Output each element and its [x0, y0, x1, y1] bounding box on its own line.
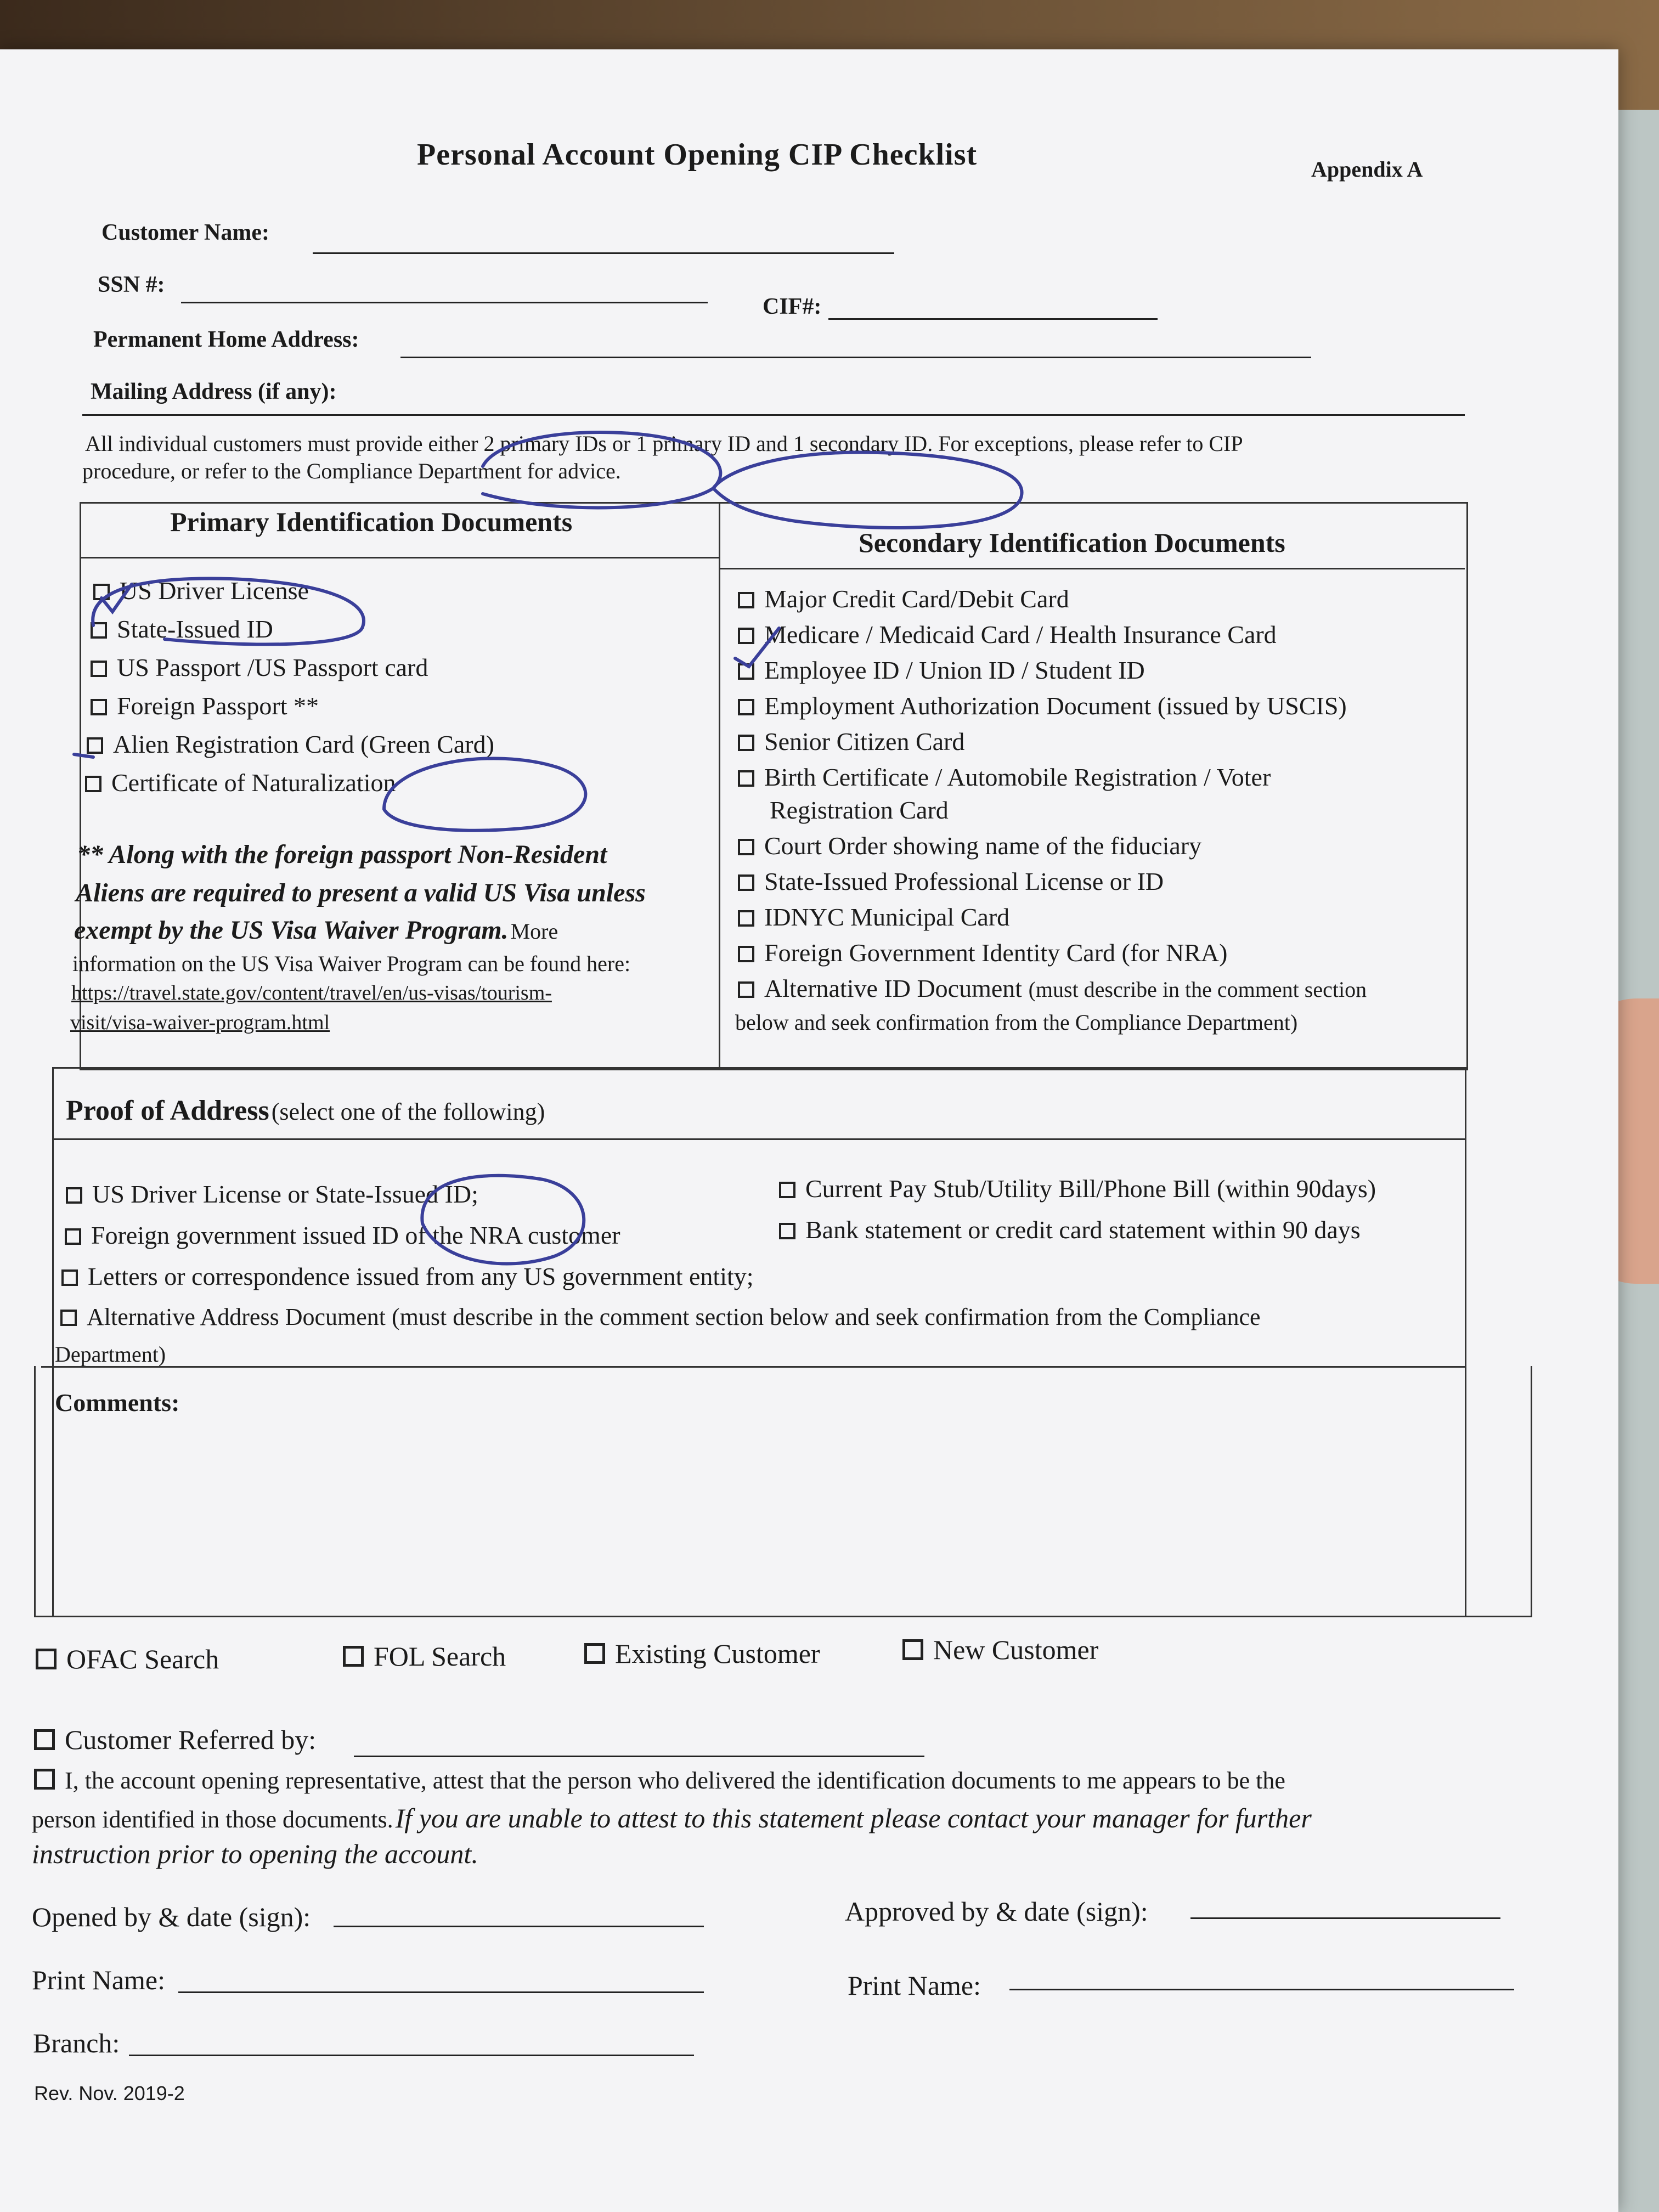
poa-item-gov-letters[interactable]: Letters or correspondence issued from any US government entity; — [61, 1262, 754, 1291]
table-column-divider — [719, 502, 720, 1067]
secondary-header: Secondary Identification Documents — [859, 527, 1285, 558]
visa-note-line-3: exempt by the US Visa Waiver Program. More — [74, 916, 558, 945]
checkbox-icon[interactable] — [66, 1187, 82, 1204]
ofac-search-check[interactable]: OFAC Search — [36, 1643, 219, 1675]
checkbox-icon[interactable] — [738, 699, 754, 715]
primary-item-us-driver-license[interactable]: US Driver License — [93, 576, 309, 605]
checkbox-icon[interactable] — [91, 699, 107, 715]
primary-header-divider — [80, 557, 719, 558]
checkbox-icon[interactable] — [91, 661, 107, 677]
visa-waiver-link-2[interactable]: visit/visa-waiver-program.html — [70, 1011, 330, 1034]
checkbox-icon[interactable] — [34, 1769, 55, 1790]
checkbox-icon[interactable] — [738, 946, 754, 962]
cif-label: CIF#: — [763, 294, 822, 319]
attest-line-3: instruction prior to opening the account. — [32, 1838, 478, 1869]
checkbox-icon[interactable] — [738, 735, 754, 751]
checkbox-icon[interactable] — [343, 1646, 364, 1667]
checkbox-icon[interactable] — [779, 1182, 795, 1198]
checkbox-icon[interactable] — [738, 874, 754, 891]
instruction-line-1: All individual customers must provide either 2 primary IDs or 1 primary ID and 1 secondary ID. For exceptions, please refer to CIP — [85, 431, 1243, 456]
approved-by-label: Approved by & date (sign): — [845, 1896, 1148, 1927]
checkbox-icon[interactable] — [65, 1228, 81, 1245]
revision-label: Rev. Nov. 2019-2 — [34, 2082, 185, 2104]
checkbox-icon[interactable] — [738, 910, 754, 927]
referred-by-field[interactable] — [354, 1756, 924, 1757]
checkbox-icon[interactable] — [738, 770, 754, 787]
home-address-field[interactable] — [400, 357, 1311, 358]
pen-annotations — [0, 49, 1618, 2212]
mailing-address-field[interactable] — [82, 414, 1465, 416]
primary-item-green-card[interactable]: Alien Registration Card (Green Card) — [87, 730, 494, 759]
checkbox-icon[interactable] — [738, 663, 754, 680]
secondary-item-professional-license[interactable]: State-Issued Professional License or ID — [738, 867, 1164, 896]
secondary-item-idnyc[interactable]: IDNYC Municipal Card — [738, 902, 1009, 932]
poa-header: Proof of Address (select one of the following) — [66, 1095, 545, 1126]
appendix-label: Appendix A — [1311, 157, 1423, 182]
opened-by-field[interactable] — [334, 1926, 704, 1927]
primary-item-naturalization[interactable]: Certificate of Naturalization — [85, 768, 396, 797]
poa-item-alt-address[interactable]: Alternative Address Document (must describe in the comment section below and seek confirmation from the Compliance — [60, 1303, 1261, 1331]
checkbox-icon[interactable] — [34, 1729, 55, 1750]
poa-item-driver-license[interactable]: US Driver License or State-Issued ID; — [66, 1180, 478, 1209]
primary-item-foreign-passport[interactable]: Foreign Passport ** — [91, 691, 319, 720]
branch-label: Branch: — [33, 2028, 120, 2058]
new-customer-check[interactable]: New Customer — [902, 1634, 1098, 1666]
comments-box[interactable] — [34, 1366, 1532, 1617]
secondary-item-alt-id-note: below and seek confirmation from the Compliance Department) — [735, 1010, 1298, 1035]
checkbox-icon[interactable] — [738, 592, 754, 608]
secondary-header-divider — [719, 568, 1465, 569]
existing-customer-check[interactable]: Existing Customer — [584, 1638, 820, 1669]
referred-by-check[interactable]: Customer Referred by: — [34, 1724, 316, 1756]
secondary-item-medicare[interactable]: Medicare / Medicaid Card / Health Insurance Card — [738, 620, 1277, 649]
checkbox-icon[interactable] — [738, 628, 754, 644]
checkbox-icon[interactable] — [93, 584, 110, 600]
secondary-item-ead[interactable]: Employment Authorization Document (issued by USCIS) — [738, 691, 1347, 720]
primary-item-state-id[interactable]: State-Issued ID — [91, 614, 273, 644]
secondary-item-court-order[interactable]: Court Order showing name of the fiduciary — [738, 831, 1201, 860]
mailing-address-label: Mailing Address (if any): — [91, 379, 337, 404]
ssn-label: SSN #: — [98, 272, 165, 297]
visa-note-line-4: information on the US Visa Waiver Program can be found here: — [72, 951, 631, 976]
secondary-item-birth-cert-cont: Registration Card — [770, 796, 949, 824]
visa-note-line-1: ** Along with the foreign passport Non-Resident — [77, 840, 607, 869]
checkbox-icon[interactable] — [36, 1649, 57, 1669]
secondary-item-senior-card[interactable]: Senior Citizen Card — [738, 727, 964, 756]
customer-name-label: Customer Name: — [101, 220, 269, 245]
attest-line-2: person identified in those documents. If you are unable to attest to this statement please contact your manager for further — [32, 1803, 1312, 1833]
form-title: Personal Account Opening CIP Checklist — [417, 138, 978, 172]
primary-header: Primary Identification Documents — [170, 506, 573, 537]
checkbox-icon[interactable] — [91, 622, 107, 639]
print-name-left-field[interactable] — [178, 1991, 704, 1993]
primary-item-us-passport[interactable]: US Passport /US Passport card — [91, 653, 428, 682]
secondary-item-credit-card[interactable]: Major Credit Card/Debit Card — [738, 584, 1069, 613]
opened-by-label: Opened by & date (sign): — [32, 1901, 311, 1932]
poa-item-bank-statement[interactable]: Bank statement or credit card statement within 90 days — [779, 1215, 1361, 1244]
home-address-label: Permanent Home Address: — [93, 327, 359, 352]
cif-field[interactable] — [828, 318, 1158, 320]
ssn-field[interactable] — [181, 302, 708, 303]
customer-name-field[interactable] — [313, 252, 894, 254]
print-name-right-label: Print Name: — [848, 1970, 981, 2001]
attest-line-1[interactable]: I, the account opening representative, attest that the person who delivered the identification documents to me appears to be the — [34, 1767, 1285, 1795]
secondary-item-foreign-gov-id[interactable]: Foreign Government Identity Card (for NRA) — [738, 938, 1227, 967]
checkbox-icon[interactable] — [738, 981, 754, 998]
fol-search-check[interactable]: FOL Search — [343, 1640, 506, 1672]
branch-field[interactable] — [129, 2055, 694, 2056]
checkbox-icon[interactable] — [584, 1643, 605, 1664]
print-name-right-field[interactable] — [1009, 1989, 1514, 1990]
comments-label: Comments: — [55, 1389, 180, 1417]
poa-top-border — [52, 1067, 1465, 1070]
poa-item-alt-address-cont: Department) — [55, 1342, 166, 1367]
poa-item-foreign-gov-id[interactable]: Foreign government issued ID of the NRA customer — [65, 1221, 620, 1250]
secondary-item-employee-id[interactable]: Employee ID / Union ID / Student ID — [738, 656, 1145, 685]
visa-waiver-link-1[interactable]: https://travel.state.gov/content/travel/en/us-visas/tourism- — [71, 981, 552, 1005]
cip-checklist-paper — [0, 49, 1618, 2212]
secondary-item-birth-cert[interactable]: Birth Certificate / Automobile Registration / Voter — [738, 763, 1271, 792]
poa-item-pay-stub[interactable]: Current Pay Stub/Utility Bill/Phone Bill (within 90days) — [779, 1174, 1376, 1203]
checkbox-icon[interactable] — [902, 1639, 923, 1660]
checkbox-icon[interactable] — [61, 1269, 78, 1286]
visa-note-line-2: Aliens are required to present a valid US Visa unless — [76, 878, 646, 907]
checkbox-icon[interactable] — [60, 1310, 77, 1326]
print-name-left-label: Print Name: — [32, 1965, 166, 1995]
instruction-line-2: procedure, or refer to the Compliance Department for advice. — [82, 459, 621, 483]
checkbox-icon[interactable] — [738, 839, 754, 855]
checkbox-icon[interactable] — [87, 737, 103, 754]
secondary-item-alt-id[interactable]: Alternative ID Document (must describe in the comment section — [738, 974, 1367, 1003]
checkbox-icon[interactable] — [779, 1223, 795, 1239]
checkbox-icon[interactable] — [85, 776, 101, 792]
poa-header-divider — [52, 1138, 1465, 1140]
approved-by-field[interactable] — [1190, 1917, 1500, 1919]
